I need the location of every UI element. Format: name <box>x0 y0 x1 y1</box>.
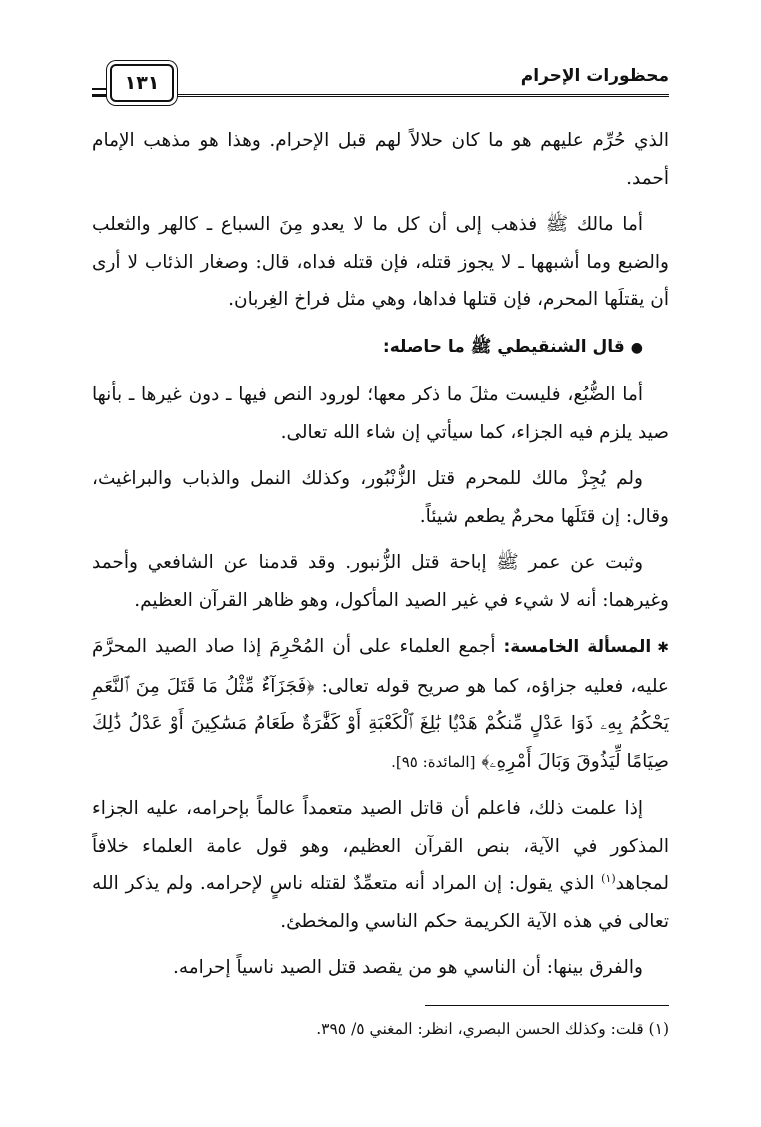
header-dash-top <box>92 88 106 90</box>
asterisk-icon: ✱ <box>657 640 669 656</box>
chapter-title: محظورات الإحرام <box>515 66 669 86</box>
footnote-marker: (١) <box>601 871 616 885</box>
quran-reference: [المائدة: ٩٥]. <box>391 752 476 771</box>
bullet-icon: ● <box>630 339 643 356</box>
paragraph-1: الذي حُرِّم عليهم هو ما كان حلالاً لهم قبل الإحرام. وهذا هو مذهب الإمام أحمد. <box>92 130 669 189</box>
paragraph-2: أما مالك ﷺ فذهب إلى أن كل ما لا يعدو مِنَ السباع ـ كالهر والثعلب والضبع وما أشبهها ـ لا يجوز قتله، فإن قتله فداه، قال: وصغار الذئاب لا أرى أن يقتلَها المحرم، فإن قتلها فداها، وهي مثل فراخ الغِربان. <box>92 214 669 310</box>
section-heading <box>92 328 669 368</box>
header-dash-bottom <box>92 94 106 96</box>
heading-text: قال الشنقيطي ﷺ ما حاصله: <box>382 336 625 357</box>
issue-label: المسألة الخامسة: <box>503 637 652 657</box>
header-double-rule <box>92 94 669 97</box>
running-header <box>92 58 669 106</box>
paragraph-5: وثبت عن عمر ﷺ إباحة قتل الزُّنبور. وقد قدمنا عن الشافعي وأحمد وغيرهما: أنه لا شيء في غير الصيد المأكول، وهو ظاهر القرآن العظيم. <box>92 552 669 611</box>
footnote: (١) قلت: وكذلك الحسن البصري، انظر: المغني ٥/ ٣٩٥. <box>316 1020 669 1038</box>
paragraph-7: والفرق بينها: أن الناسي هو من يقصد قتل الصيد ناسياً إحرامه. <box>172 957 643 978</box>
paragraph-6-part-1: إذا علمت ذلك، فاعلم أن قاتل الصيد متعمداً عالماً بإحرامه، عليه الجزاء المذكور في الآية، بنص القرآن العظيم، وهو قول عامة العلماء خلافاً لمجاهد <box>92 798 669 894</box>
paragraph-4: ولم يُجِزْ مالك للمحرم قتل الزُّنْبُور، وكذلك النمل والذباب والبراغيث، وقال: إن قتَلَها محرمٌ يطعم شيئاً. <box>92 468 669 527</box>
body-text <box>92 122 669 987</box>
paragraph-6-part-2: الذي يقول: إن المراد أنه متعمِّدٌ لقتله ناسٍ لإحرامه. ولم يذكر الله تعالى في هذه الآية الكريمة حكم الناسي والمخطئ. <box>92 873 669 932</box>
issue-text: أجمع العلماء على أن المُحْرِمَ إذا صاد الصيد المحرَّمَ عليه، فعليه جزاؤه، كما هو صريح قوله تعالى: <box>92 636 669 697</box>
paragraph-3: أما الضُّبُع، فليست مثلَ ما ذكر معها؛ لورود النص فيها ـ دون غيرها ـ بأنها صيد يلزم فيه الجزاء، كما سيأتي إن شاء الله تعالى. <box>92 384 669 443</box>
paragraph-6 <box>92 790 669 940</box>
page-number: ١٣١ <box>110 64 174 102</box>
issue-paragraph <box>92 628 669 781</box>
footnote-separator <box>425 1005 669 1006</box>
quran-verse: ﴿فَجَزَآءٌ مِّثْلُ مَا قَتَلَ مِنَ ٱلنَّعَمِ يَحْكُمُ بِهِۦ ذَوَا عَدْلٍ مِّنكُمْ هَدْيًۢا بَٰلِغَ ٱلْكَعْبَةِ أَوْ كَفَّٰرَةٌ طَعَامُ مَسَٰكِينَ أَوْ عَدْلُ ذَٰلِكَ صِيَامًا لِّيَذُوقَ وَبَالَ أَمْرِهِۦ﴾ <box>92 675 669 772</box>
